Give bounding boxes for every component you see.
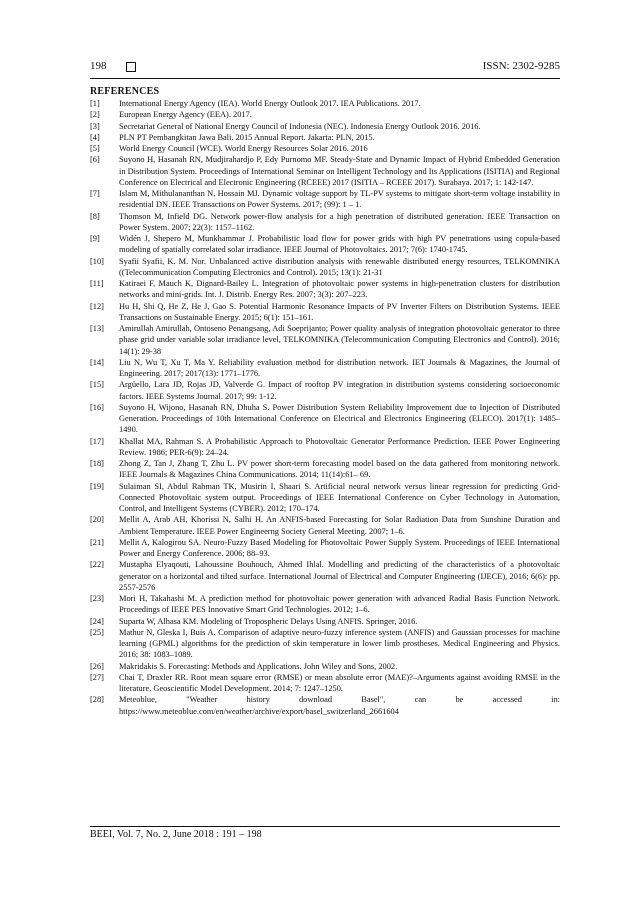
reference-text: Amirullah Amirullah, Ontoseno Penangsang, Adi Soeprijanto; Power quality analysis of integration photovoltaic generator to three phase grid under variable solar irradiance level, TELKOMNIKA (Telecommunication Computing Electronics and Control). 2016; 14(1): 29-38 [119, 324, 560, 356]
reference-text: Zhong Z, Tan J, Zhang T, Zhu L. PV power short-term forecasting model based on the data gathered from monitoring network. IEEE Journals & Magazines China Communications. 2014; 11(14):61– 69. [119, 459, 560, 480]
reference-number: [3] [90, 121, 100, 131]
reference-number: [23] [90, 594, 104, 603]
reference-number: [16] [90, 402, 104, 412]
reference-text: Hu H, Shi Q, He Z, He J, Gao S. Potential Harmonic Resonance Impacts of PV Inverter Filters on Distribution Systems. IEEE Transactions on Sustainable Energy. 2015; 6(1): 151–161. [119, 301, 560, 322]
reference-item [90, 278, 560, 301]
reference-text: Secretariat General of National Energy Council of Indonesia (NEC). Indonesia Energy Outlook 2016. 2016. [119, 121, 481, 131]
reference-number: [1] [90, 99, 100, 108]
issn-label: ISSN: 2302-9285 [482, 60, 560, 72]
reference-number: [13] [90, 324, 104, 333]
reference-text: Khallat MA, Rahman S. A Probabilistic Approach to Photovoltaic Generator Performance Prediction. IEEE Power Engineering Review. 1986; PER-6(9): 24–24. [119, 436, 560, 457]
reference-item [90, 514, 560, 537]
page-number: 198 [90, 60, 107, 72]
reference-number: [19] [90, 481, 104, 491]
reference-number: [27] [90, 672, 104, 682]
reference-number: [6] [90, 155, 100, 165]
reference-number: [15] [90, 380, 104, 390]
reference-text: Sulaiman SI, Abdul Rahman TK, Musirin I, Shaari S. Artificial neural network versus linear regression for predicting Grid-Connected Photovoltaic system output. Proceedings of IEEE International Conference on Cyber Technology in Automation, Control, and Intelligent Systems (CYBER). 2012; 170–174. [119, 481, 560, 513]
reference-number: [14] [90, 357, 104, 367]
reference-item [90, 188, 560, 211]
reference-text: Liu N, Wu T, Xu T, Ma Y. Reliability evaluation method for distribution network. IET Journals & Magazines, the Journal of Engineering. 2017; 2017(13): 1771–1776. [119, 357, 560, 378]
reference-number: [12] [90, 301, 104, 311]
reference-text: Suyono H, Wijono, Hasanah RN, Dhuha S. Power Distribution System Reliability Improvement due to Injection of Distributed Generation. Proceedings of 10th International Conference on Electrical and Electronics Engineering (ELECO). 2017(1): 1485–1490. [119, 402, 560, 435]
reference-item [90, 233, 560, 256]
reference-item [90, 301, 560, 324]
reference-item [90, 661, 560, 672]
reference-text: Chai T, Draxler RR. Root mean square error (RMSE) or mean absolute error (MAE)?–Arguments against avoiding RMSE in the literature. Geoscientific Model Development. 2014; 7: 1247–1250. [119, 672, 560, 693]
reference-number: [20] [90, 515, 104, 525]
reference-item [90, 458, 560, 481]
reference-item [90, 121, 560, 132]
reference-item [90, 627, 560, 661]
reference-number: [18] [90, 459, 104, 468]
reference-number: [5] [90, 144, 100, 153]
references-heading: REFERENCES [90, 86, 160, 97]
reference-number: [10] [90, 256, 104, 266]
reference-text: Mori H, Takahashi M. A prediction method for photovoltaic power generation with advanced Radial Basis Function Network. Proceedings of IEEE PES Innovative Smart Grid Technologies. 2012; 1–6. [119, 594, 560, 615]
reference-item [90, 211, 560, 234]
reference-item [90, 616, 560, 627]
reference-text: Widén J, Shepero M, Munkhammar J. Probabilistic load flow for power grids with high PV penetrations using copula-based modeling of spatially correlated solar irradiance. IEEE Journal of Photovoltaics. 2017; 7(6): 1740-1745. [119, 234, 560, 255]
reference-text: Mellit A, Arab AH, Khorissi N, Salhi H. An ANFIS-based Forecasting for Solar Radiation Data from Sunshine Duration and Ambient Temperature. IEEE Power Engineerng Society General Meeting. 2007; 1–6. [119, 515, 560, 536]
reference-item [90, 256, 560, 279]
reference-item [90, 436, 560, 459]
footer-divider [90, 826, 560, 827]
reference-item [90, 672, 560, 695]
reference-number: [22] [90, 560, 104, 570]
reference-item [90, 593, 560, 616]
reference-number: [8] [90, 211, 100, 221]
reference-item [90, 379, 560, 402]
reference-item [90, 132, 560, 143]
reference-item [90, 357, 560, 380]
reference-text: International Energy Agency (IEA). World Energy Outlook 2017. IEA Publications. 2017. [119, 99, 421, 108]
reference-text: Mustapha Elyaqouti, Lahoussine Bouhouch, Ahmed Ihlal. Modelling and predicting of the characteristics of a photovoltaic generator on a horizontal and tilted surface. International Journal of Electrical and Computer Engineering (IJECE), 2016; 6(6): pp. 2557-2576 [119, 560, 560, 592]
reference-number: [2] [90, 110, 100, 120]
reference-text: Makridakis S. Forecasting: Methods and Applications. John Wiley and Sons, 2002. [119, 661, 398, 671]
reference-text: Argüello, Lara JD, Rojas JD, Valverde G. Impact of rooftop PV integration in distribution systems considering socioeconomic factors. IEEE Systems Journal. 2017; 99: 1-12. [119, 380, 560, 401]
reference-number: [17] [90, 436, 104, 446]
reference-text: Suyono H, Hasanah RN, Mudjirahardjo P, Edy Purnomo MF. Steady-State and Dynamic Impact of Hybrid Embedded Generation in Distribution System. Proceedings of International Seminar on Intelligent Technology and Its Applications (ISITIA) and Regional Conference on Electrical and Electronic Engineering (RCEEE) 2017 (ISITIA – RCEEE 2017). Surabaya. 2017; 1: 142-147. [119, 155, 560, 187]
reference-item [90, 109, 560, 120]
reference-text: Syafii Syafii, K. M. Nor. Unbalanced active distribution analysis with renewable distributed energy resources, TELKOMNIKA ((Telecommunication Computing Electronics and Control). 2015; 13(1): 21-31 [119, 256, 560, 277]
reference-text: Thomson M, Infield DG. Network power-flow analysis for a high penetration of distributed generation. IEEE Transaction on Power System. 2007; 22(3): 1157–1162. [119, 211, 560, 232]
reference-number: [26] [90, 661, 104, 671]
square-bullet-icon [126, 62, 136, 72]
reference-text: PLN PT Pembangkitan Jawa Bali. 2015 Annual Report. Jakarta: PLN, 2015. [119, 132, 375, 142]
reference-text: Suparta W, Alhasa KM. Modeling of Tropospheric Delays Using ANFIS. Springer, 2016. [119, 616, 418, 626]
reference-item [90, 559, 560, 593]
reference-text: Islam M, Mithulananthan N, Hossain MJ. Dynamic voltage support by TL-PV systems to mitigate short-term voltage instability in residential DN. IEEE Transactions on Power Systems. 2017; (99): 1 – 1. [119, 189, 560, 210]
reference-item [90, 402, 560, 436]
reference-number: [9] [90, 234, 100, 243]
reference-number: [11] [90, 279, 104, 288]
reference-number: [21] [90, 537, 104, 547]
reference-item [90, 154, 560, 188]
header-divider [90, 78, 560, 79]
reference-item [90, 537, 560, 560]
reference-item [90, 143, 560, 154]
reference-text: Katiraei F, Mauch K, Dignard-Bailey L. Integration of photovoltaic power systems in high-penetration clusters for distribution networks and mini-grids. Int. J. Distrib. Energy Res. 2007; 3(3): 207–223. [119, 279, 560, 300]
reference-number: [4] [90, 132, 100, 142]
reference-item [90, 323, 560, 357]
reference-item [90, 481, 560, 515]
reference-text: European Energy Agency (EEA). 2017. [119, 110, 252, 120]
reference-number: [24] [90, 616, 104, 626]
reference-item [90, 694, 560, 717]
page-footer: BEEI, Vol. 7, No. 2, June 2018 : 191 – 198 [90, 829, 262, 840]
page-header [90, 60, 560, 76]
reference-number: [25] [90, 627, 104, 637]
references-list [90, 98, 560, 717]
reference-text: World Energy Council (WCE). World Energy Resources Solar 2016. 2016 [119, 144, 368, 153]
reference-item [90, 98, 560, 109]
reference-text: Mellit A, Kalogirou SA. Neuro-Fuzzy Based Modeling for Photovoltaic Power Supply System. Proceedings of IEEE International Power and Energy Conference. 2006; 88–93. [119, 537, 560, 558]
reference-number: [28] [90, 695, 104, 705]
reference-text: Meteoblue, "Weather history download Basel", can be accessed in: https://www.meteoblue.com/en/weather/archive/export/basel_switzerland_2661604 [119, 695, 560, 716]
reference-number: [7] [90, 189, 100, 198]
reference-text: Mathur N, Gleska I, Buis A. Comparison of adaptive neuro-fuzzy inference system (ANFIS) and Gaussian processes for machine learning (GPML) algorithms for the prediction of skin temperature in lower limb prostheses. Medical Engineering and Physics. 2016; 38: 1083–1089. [119, 627, 560, 660]
